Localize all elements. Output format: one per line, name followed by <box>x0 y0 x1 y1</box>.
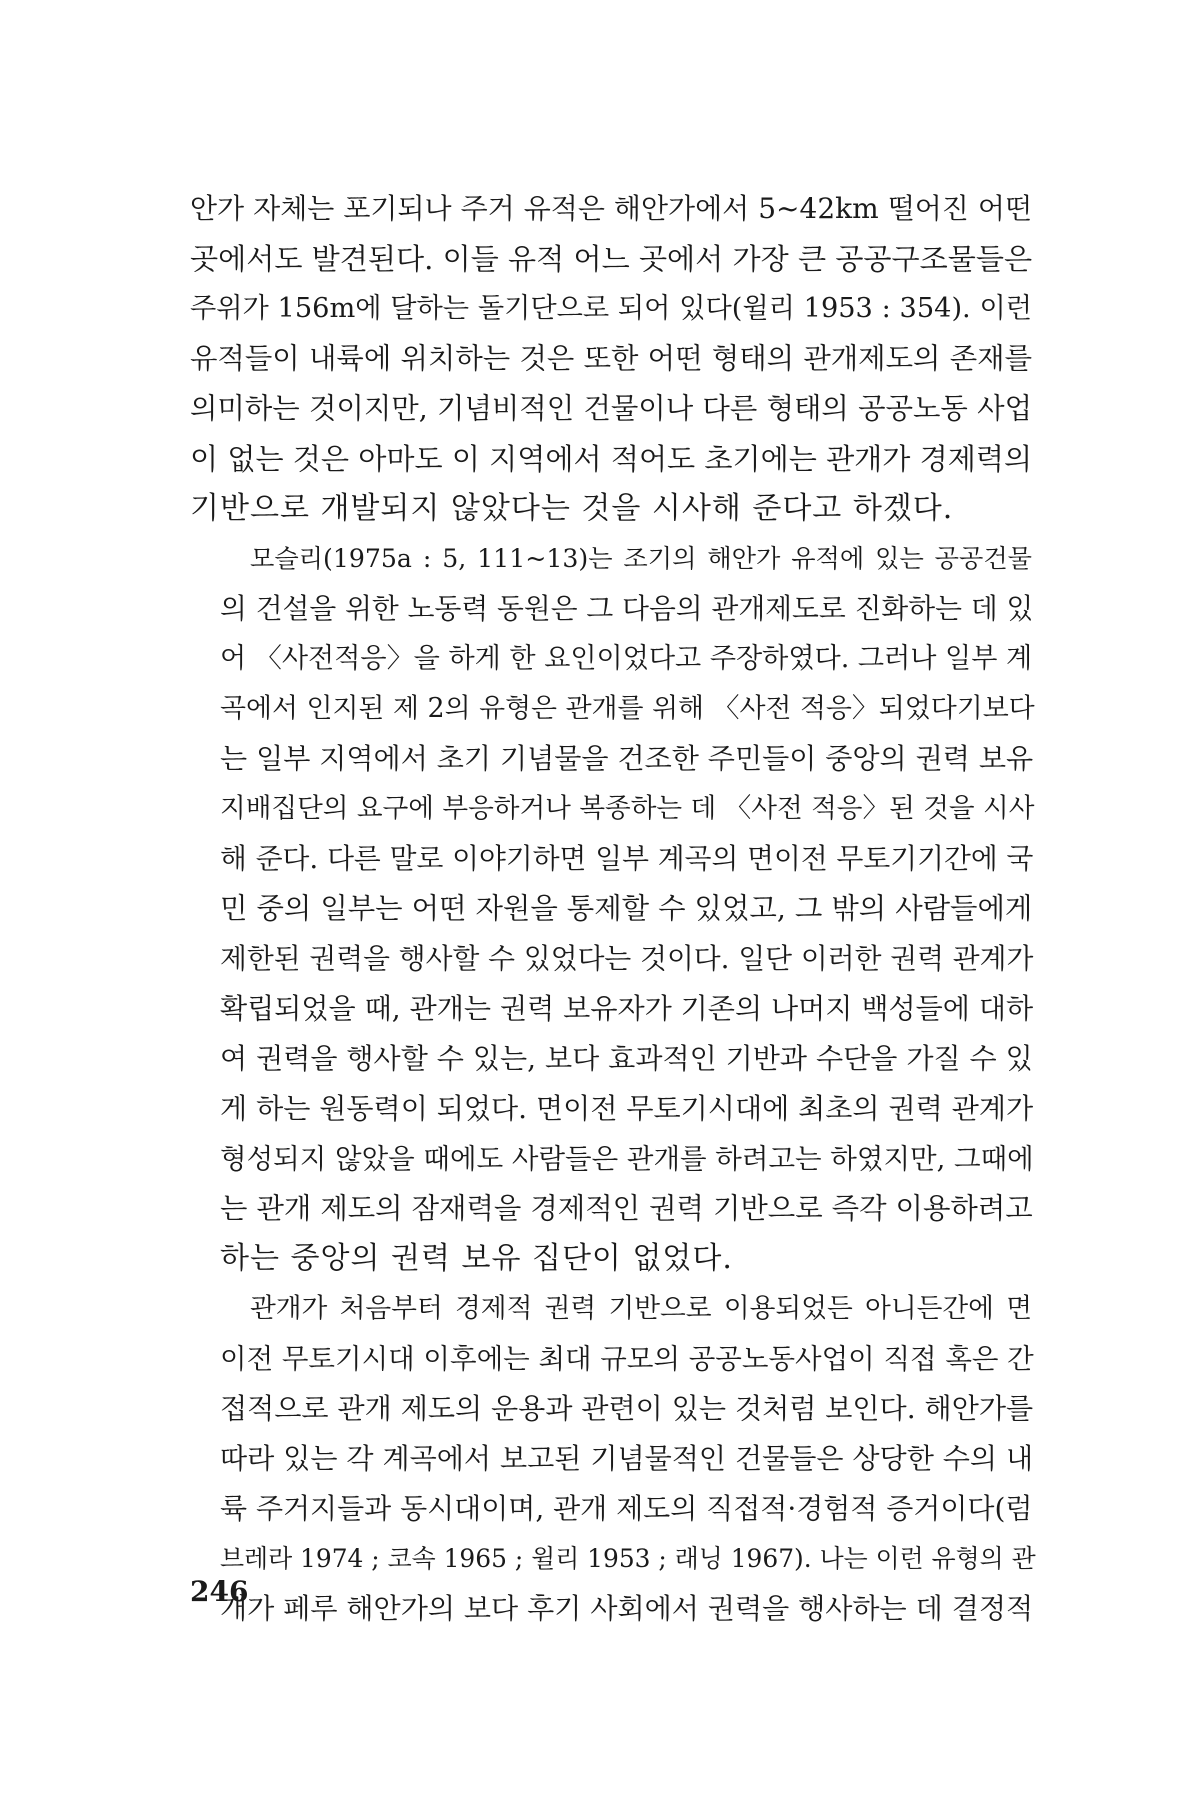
text-line: 곳에서도 발견된다. 이들 유적 어느 곳에서 가장 큰 공공구조물들은 <box>190 242 1033 276</box>
text-line: 형성되지 않았을 때에도 사람들은 관개를 하려고는 하였지만, 그때에 <box>220 1143 1034 1175</box>
text-line: 지배집단의 요구에 부응하거나 복종하는 데 〈사전 적응〉된 것을 시사 <box>220 793 1035 824</box>
text-line: 모슬리(1975a : 5, 111~13)는 조기의 해안가 유적에 있는 공공건물 <box>250 544 1032 573</box>
paragraph <box>190 1284 1036 1634</box>
text-line: 의 건설을 위한 노동력 동원은 그 다음의 관개제도로 진화하는 데 있 <box>220 592 1034 625</box>
text-line: 주위가 156m에 달하는 돌기단으로 되어 있다(윌리 1953 : 354). 이런 <box>190 293 1032 324</box>
paragraph <box>190 534 1035 1284</box>
text-line: 어 〈사전적응〉을 하게 한 요인이었다고 주장하였다. 그러나 일부 계 <box>220 643 1033 674</box>
text-line: 기반으로 개발되지 않았다는 것을 시사해 준다고 하겠다. <box>190 491 954 526</box>
text-line: 게 하는 원동력이 되었다. 면이전 무토기시대에 최초의 권력 관계가 <box>220 1092 1034 1125</box>
text-line: 유적들이 내륙에 위치하는 것은 또한 어떤 형태의 관개제도의 존재를 <box>190 342 1032 375</box>
text-line: 이전 무토기시대 이후에는 최대 규모의 공공노동사업이 직접 혹은 간 <box>220 1343 1034 1375</box>
text-line: 관개가 처음부터 경제적 권력 기반으로 이용되었든 아니든간에 면 <box>250 1293 1032 1324</box>
page-number: 246 <box>190 1575 249 1608</box>
text-line: 이 없는 것은 아마도 이 지역에서 적어도 초기에는 관개가 경제력의 <box>190 442 1033 476</box>
text-line: 브레라 1974 ; 코속 1965 ; 윌리 1953 ; 래닝 1967). 나는 이런 유형의 관 <box>220 1544 1036 1573</box>
body-text <box>190 184 1036 1634</box>
text-line: 제한된 권력을 행사할 수 있었다는 것이다. 일단 이러한 권력 관계가 <box>220 942 1034 975</box>
text-line: 는 관개 제도의 잠재력을 경제적인 권력 기반으로 즉각 이용하려고 <box>220 1192 1033 1225</box>
text-line: 확립되었을 때, 관개는 권력 보유자가 기존의 나머지 백성들에 대하 <box>220 992 1034 1025</box>
text-line: 안가 자체는 포기되나 주거 유적은 해안가에서 5~42km 떨어진 어떤 <box>190 192 1032 225</box>
text-line: 하는 중앙의 권력 보유 집단이 없었다. <box>220 1241 733 1276</box>
text-line: 민 중의 일부는 어떤 자원을 통제할 수 있었고, 그 밖의 사람들에게 <box>220 892 1033 925</box>
text-line: 륙 주거지들과 동시대이며, 관개 제도의 직접적·경험적 증거이다(럼 <box>220 1492 1033 1525</box>
paragraph <box>190 184 1032 534</box>
text-line: 해 준다. 다른 말로 이야기하면 일부 계곡의 면이전 무토기기간에 국 <box>220 842 1034 875</box>
text-line: 곡에서 인지된 제 2의 유형은 관개를 위해 〈사전 적응〉되었다기보다 <box>220 693 1035 724</box>
text-line: 여 권력을 행사할 수 있는, 보다 효과적인 기반과 수단을 가질 수 있 <box>220 1042 1033 1075</box>
text-line: 는 일부 지역에서 초기 기념물을 건조한 주민들이 중앙의 권력 보유 <box>220 742 1034 775</box>
text-line: 접적으로 관개 제도의 운용과 관련이 있는 것처럼 보인다. 해안가를 <box>220 1392 1034 1425</box>
text-line: 의미하는 것이지만, 기념비적인 건물이나 다른 형태의 공공노동 사업 <box>190 392 1032 425</box>
text-line: 개가 페루 해안가의 보다 후기 사회에서 권력을 행사하는 데 결정적 <box>220 1592 1034 1625</box>
text-line: 따라 있는 각 계곡에서 보고된 기념물적인 건물들은 상당한 수의 내 <box>220 1442 1034 1475</box>
